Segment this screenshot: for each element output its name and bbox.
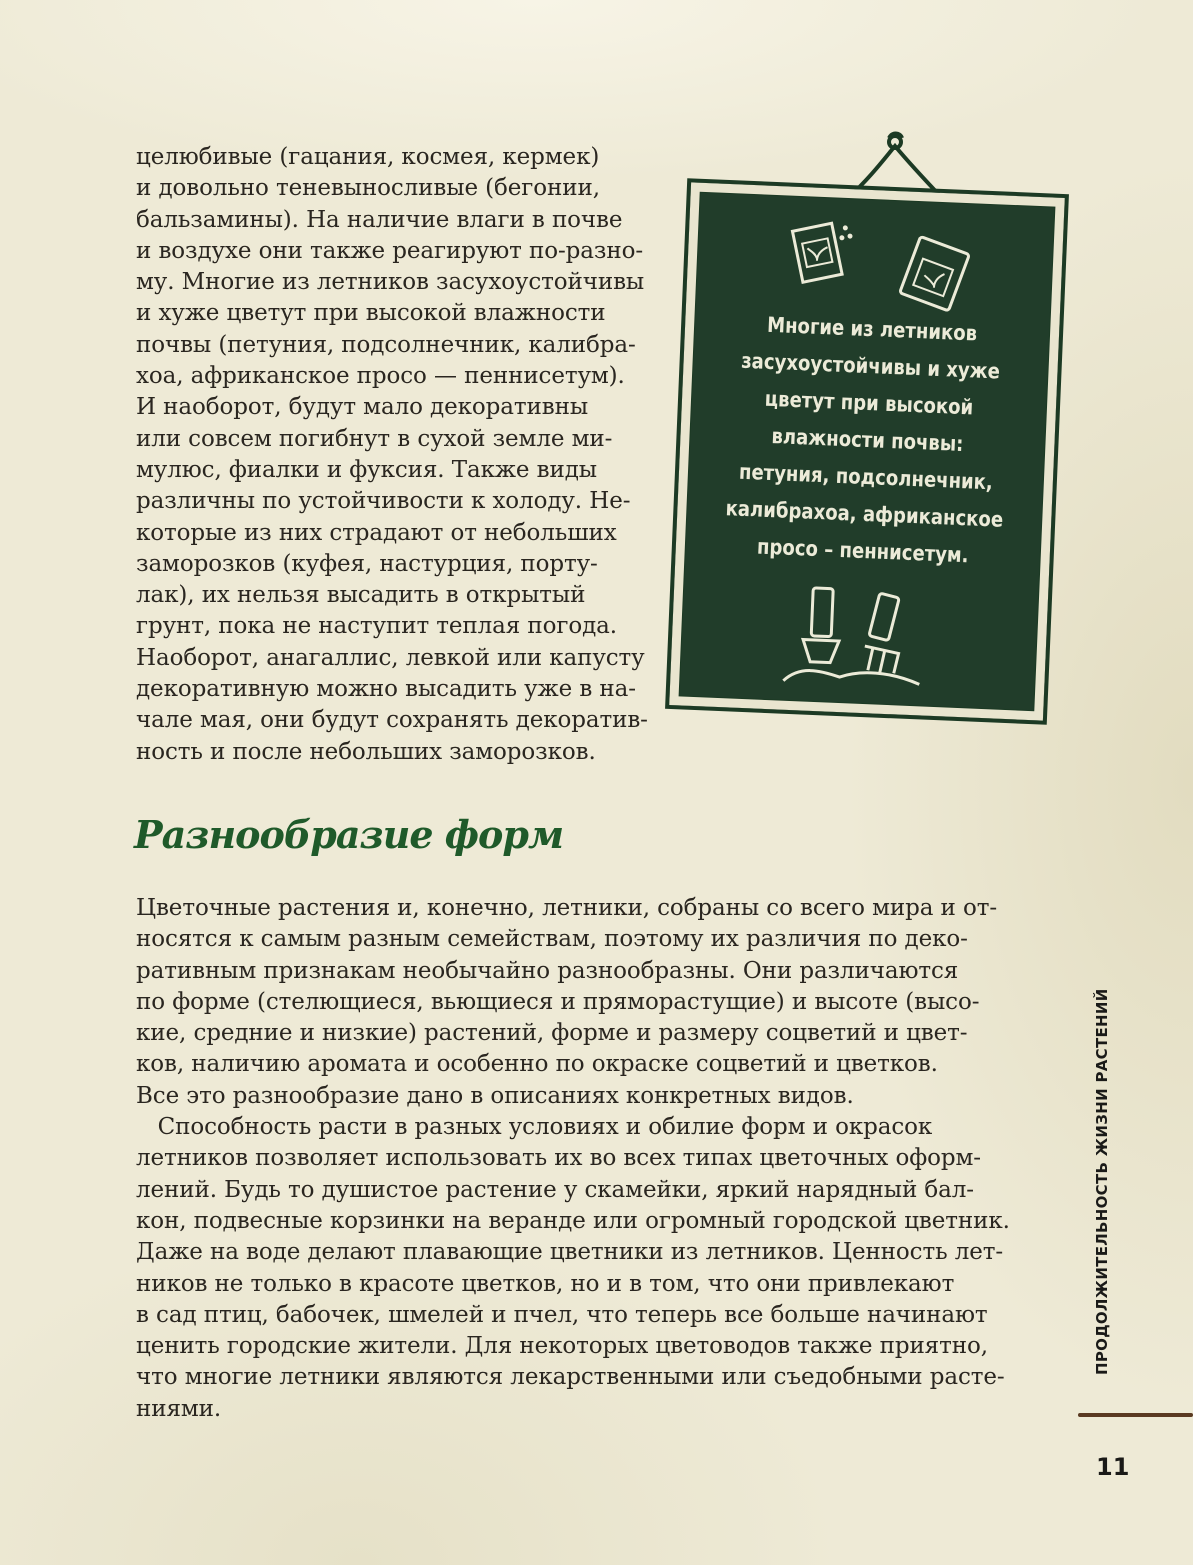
text-line: му. Многие из летников засухоустойчивы: [136, 269, 645, 296]
text-line: мулюс, фиалки и фуксия. Также виды: [136, 456, 597, 483]
text-line: ников не только в красоте цветков, но и в том, что они привлекают: [136, 1270, 955, 1297]
seed-packet-icon: [788, 216, 855, 293]
text-line: по форме (стелющиеся, вьющиеся и пряморастущие) и высоте (высо-: [136, 988, 980, 1015]
text-line: Даже на воде делают плавающие цветники из летников. Ценность лет-: [136, 1239, 1004, 1266]
text-line: Все это разнообразие дано в описаниях конкретных видов.: [136, 1082, 854, 1109]
text-line: и хуже цветут при высокой влажности: [136, 300, 606, 327]
text-line: и воздухе они также реагируют по-разно-: [136, 237, 643, 264]
text-line: что многие летники являются лекарственными или съедобными расте-: [136, 1364, 1005, 1391]
text-line: или совсем погибнут в сухой земле ми-: [136, 425, 613, 452]
text-line: кие, средние и низкие) растений, форме и размеру соцветий и цвет-: [136, 1020, 968, 1047]
text-line: кон, подвесные корзинки на веранде или огромный городской цветник.: [136, 1207, 1010, 1234]
page-number: 11: [1096, 1453, 1130, 1481]
section-heading: Разнообразие форм: [134, 812, 564, 857]
text-line: ценить городские жители. Для некоторых цветоводов также приятно,: [136, 1333, 988, 1360]
callout-line: цветут при высокой: [764, 386, 974, 420]
text-line: ниями.: [136, 1395, 222, 1422]
left-text-column: [136, 142, 656, 768]
text-line: И наоборот, будут мало декоративны: [136, 394, 589, 421]
text-line: декоративную можно высадить уже в на-: [136, 676, 636, 703]
text-line: хоа, африканское просо — пеннисетум).: [136, 363, 625, 390]
callout-line: засухоустойчивы и хуже: [740, 348, 1001, 384]
callout-text: [709, 305, 1026, 577]
text-line: и довольно теневыносливые (бегонии,: [136, 175, 600, 202]
text-line: носятся к самым разным семействам, поэтому их различия по деко-: [136, 926, 968, 953]
text-line: летников позволяет использовать их во всех типах цветочных оформ-: [136, 1145, 981, 1172]
chapter-side-label: ПРОДОЛЖИТЕЛЬНОСТЬ ЖИЗНИ РАСТЕНИЙ: [1093, 988, 1111, 1375]
garden-tools-icon: [779, 581, 933, 697]
callout-line: калибрахоа, африканское: [725, 496, 1004, 532]
text-line: заморозков (куфея, настурция, порту-: [136, 550, 598, 577]
callout-line: петуния, подсолнечник,: [738, 459, 994, 495]
text-line: Способность расти в разных условиях и обилие форм и окрасок: [136, 1114, 933, 1141]
text-line: почвы (петуния, подсолнечник, калибра-: [136, 331, 636, 358]
text-line: целюбивые (гацания, космея, кермек): [136, 144, 600, 170]
seed-bag-icon: [895, 228, 981, 319]
text-line: грунт, пока не наступит теплая погода.: [136, 613, 617, 640]
text-line: различны по устойчивости к холоду. Не-: [136, 488, 631, 515]
text-line: ность и после небольших заморозков.: [136, 738, 596, 765]
callout-line: влажности почвы:: [771, 423, 964, 457]
text-line: лак), их нельзя высадить в открытый: [136, 582, 586, 609]
callout-line: просо – пеннисетум.: [756, 534, 970, 568]
text-line: Цветочные растения и, конечно, летники, собраны со всего мира и от-: [136, 895, 998, 921]
text-line: бальзамины). На наличие влаги в почве: [136, 206, 623, 233]
callout-line: Многие из летников: [766, 312, 978, 346]
text-line: чале мая, они будут сохранять декоратив-: [136, 707, 648, 734]
text-line: Наоборот, анагаллис, левкой или капусту: [136, 644, 645, 671]
body-text: [136, 893, 1016, 1425]
text-line: лений. Будь то душистое растение у скамейки, яркий нарядный бал-: [136, 1176, 974, 1203]
text-line: в сад птиц, бабочек, шмелей и пчел, что теперь все больше начинают: [136, 1301, 988, 1328]
text-line: ративным признакам необычайно разнообразны. Они различаются: [136, 957, 959, 984]
divider-rule: [1078, 1413, 1193, 1417]
chalkboard-callout: [669, 182, 1065, 720]
text-line: которые из них страдают от небольших: [136, 519, 617, 546]
text-line: ков, наличию аромата и особенно по окраске соцветий и цветков.: [136, 1051, 938, 1078]
